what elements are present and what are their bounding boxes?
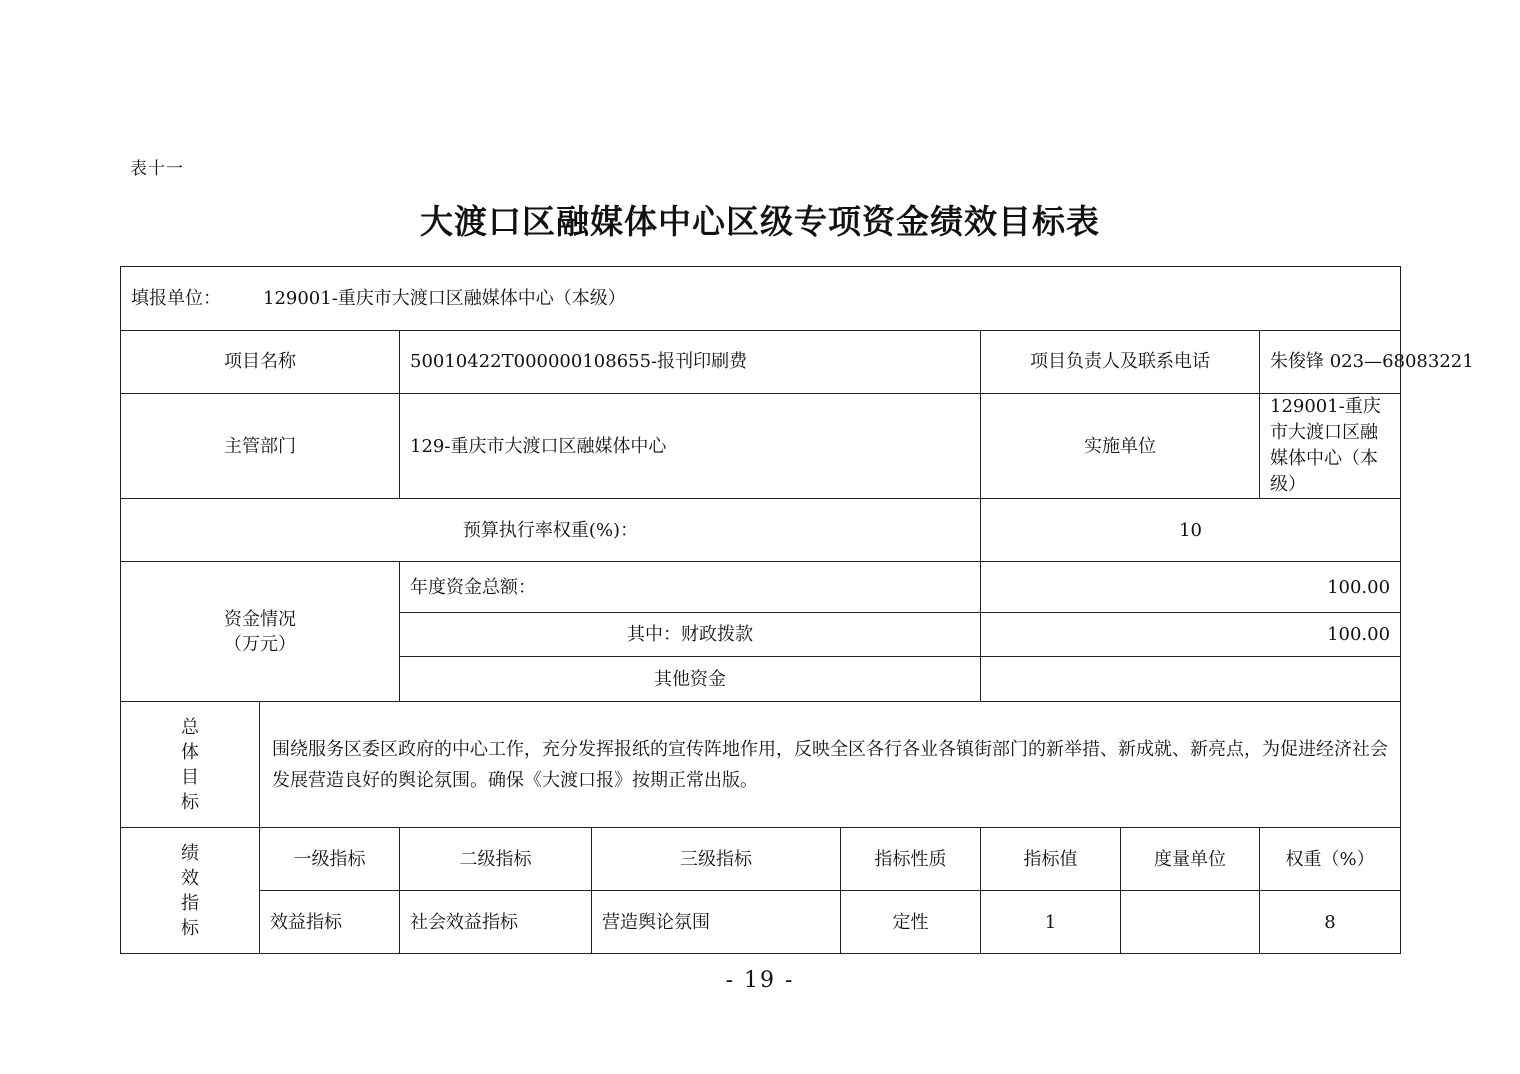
project-contact-value: 朱俊锋 023—68083221	[1260, 331, 1401, 394]
indicators-label-char: 绩	[181, 842, 199, 864]
performance-goal-table	[120, 266, 1474, 954]
indicator-unit	[1121, 891, 1260, 954]
project-row	[121, 331, 1401, 394]
project-name-label: 项目名称	[121, 331, 400, 394]
header-level2: 二级指标	[400, 828, 592, 891]
overall-goal-label-char: 目	[181, 766, 199, 788]
indicator-nature: 定性	[841, 891, 981, 954]
funds-label	[121, 562, 400, 702]
table-number-label: 表十一	[130, 159, 184, 179]
supervising-dept-label: 主管部门	[121, 394, 400, 499]
annual-total-label: 年度资金总额：	[400, 562, 981, 613]
header-weight: 权重（%）	[1260, 828, 1401, 891]
header-level1: 一级指标	[260, 828, 400, 891]
other-funds-value	[981, 657, 1401, 702]
reporting-unit-label: 填报单位：	[131, 287, 221, 309]
indicator-level1: 效益指标	[260, 891, 400, 954]
project-contact-label: 项目负责人及联系电话	[981, 331, 1260, 394]
overall-goal-text: 围绕服务区委区政府的中心工作，充分发挥报纸的宣传阵地作用，反映全区各行各业各镇街部门的新举措、新成就、新亮点，为促进经济社会发展营造良好的舆论氛围。确保《大渡口报》按期正常出版。	[260, 702, 1401, 828]
funds-label-line1: 资金情况	[224, 608, 296, 630]
implementing-unit-value: 129001-重庆市大渡口区融媒体中心（本级）	[1260, 394, 1401, 499]
annual-total-value: 100.00	[981, 562, 1401, 613]
budget-rate-label: 预算执行率权重(%)：	[121, 499, 981, 562]
header-nature: 指标性质	[841, 828, 981, 891]
reporting-unit-value: 129001-重庆市大渡口区融媒体中心（本级）	[263, 287, 626, 309]
fiscal-allocation-label: 其中：财政拨款	[400, 613, 981, 657]
indicators-label-char: 标	[181, 918, 199, 940]
header-value: 指标值	[981, 828, 1121, 891]
reporting-unit-row	[121, 267, 1401, 331]
budget-rate-row	[121, 499, 1401, 562]
page-number: - 19 -	[725, 968, 795, 993]
department-row	[121, 394, 1401, 499]
other-funds-label: 其他资金	[400, 657, 981, 702]
indicators-label-char: 效	[181, 867, 199, 889]
document-title: 大渡口区融媒体中心区级专项资金绩效目标表	[420, 202, 1100, 241]
overall-goal-row	[121, 702, 1401, 828]
overall-goal-label-char: 标	[181, 792, 199, 814]
funds-annual-row	[121, 562, 1401, 613]
indicators-label-char: 指	[181, 892, 199, 914]
project-name-value: 50010422T000000108655-报刊印刷费	[400, 331, 981, 394]
reporting-unit-cell	[121, 267, 1401, 331]
indicator-level3: 营造舆论氛围	[592, 891, 841, 954]
indicator-weight: 8	[1260, 891, 1401, 954]
indicator-value: 1	[981, 891, 1121, 954]
funds-label-line2: （万元）	[224, 633, 296, 655]
supervising-dept-value: 129-重庆市大渡口区融媒体中心	[400, 394, 981, 499]
table-row	[121, 891, 1401, 954]
indicator-header-row	[121, 828, 1401, 891]
overall-goal-label-char: 总	[181, 716, 199, 738]
indicator-level2: 社会效益指标	[400, 891, 592, 954]
header-unit: 度量单位	[1121, 828, 1260, 891]
header-level3: 三级指标	[592, 828, 841, 891]
overall-goal-label-char: 体	[181, 741, 199, 763]
budget-rate-value: 10	[981, 499, 1401, 562]
fiscal-allocation-value: 100.00	[981, 613, 1401, 657]
overall-goal-label	[121, 702, 260, 828]
indicators-label	[121, 828, 260, 954]
implementing-unit-label: 实施单位	[981, 394, 1260, 499]
